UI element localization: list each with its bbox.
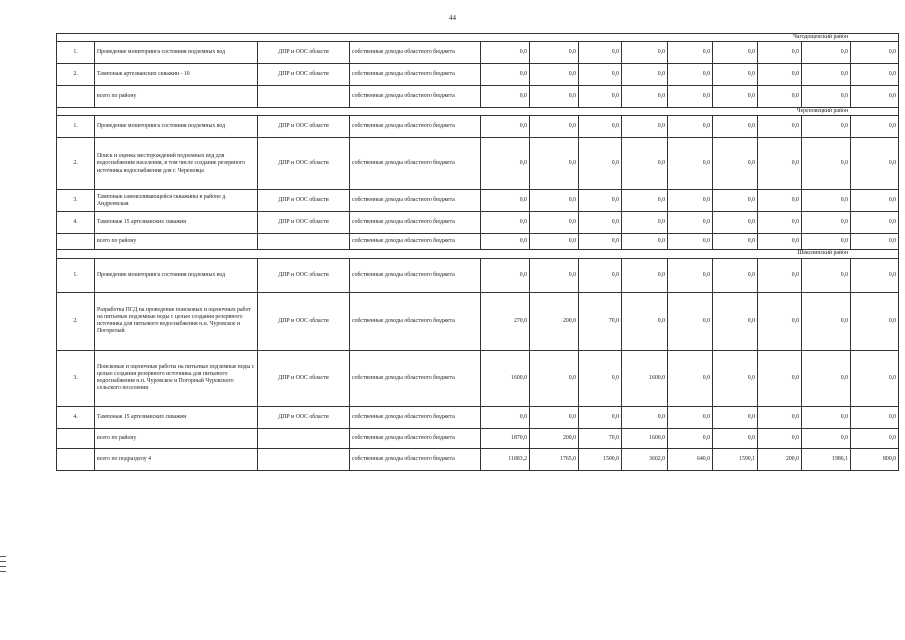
value-cell: 0,0 [713,42,758,64]
value-cell: 0,0 [481,42,530,64]
responsible-org: ДПР и ООС области [258,292,350,350]
budget-table [56,33,899,471]
value-cell: 0,0 [579,212,622,234]
value-cell: 0,0 [481,190,530,212]
value-cell: 1986,1 [802,448,851,470]
value-cell: 1870,0 [481,428,530,448]
value-cell: 0,0 [530,64,579,86]
value-cell: 0,0 [668,212,713,234]
value-cell: 0,0 [851,138,899,190]
value-cell: 0,0 [579,190,622,212]
district-name: Чагодощенский район [57,34,899,42]
value-cell: 0,0 [758,258,802,292]
funding-source: собственные доходы областного бюджета [350,116,481,138]
value-cell: 0,0 [622,64,668,86]
funding-source: собственные доходы областного бюджета [350,234,481,250]
value-cell: 0,0 [481,258,530,292]
value-cell: 0,0 [530,406,579,428]
value-cell: 0,0 [668,86,713,108]
value-cell: 0,0 [713,428,758,448]
value-cell: 0,0 [481,138,530,190]
value-cell: 200,0 [530,292,579,350]
value-cell: 0,0 [758,86,802,108]
value-cell: 0,0 [758,212,802,234]
value-cell: 0,0 [802,86,851,108]
table-row [57,42,899,64]
value-cell: 1765,0 [530,448,579,470]
value-cell: 0,0 [802,212,851,234]
value-cell: 0,0 [802,138,851,190]
value-cell: 0,0 [851,350,899,406]
activity-name: Тампонаж 15 артезианских скважин [95,212,258,234]
value-cell: 0,0 [713,86,758,108]
value-cell: 0,0 [802,190,851,212]
value-cell: 0,0 [713,138,758,190]
value-cell: 0,0 [530,86,579,108]
value-cell: 0,0 [802,234,851,250]
value-cell: 0,0 [622,292,668,350]
value-cell: 640,0 [668,448,713,470]
responsible-org: ДПР и ООС области [258,212,350,234]
district-header-row [57,250,899,258]
value-cell: 0,0 [713,234,758,250]
table-row [57,64,899,86]
value-cell: 0,0 [579,86,622,108]
funding-source: собственные доходы областного бюджета [350,292,481,350]
row-number: 2. [57,292,95,350]
value-cell: 0,0 [668,292,713,350]
value-cell: 0,0 [579,42,622,64]
value-cell: 0,0 [851,190,899,212]
responsible-org: ДПР и ООС области [258,116,350,138]
district-header-row [57,34,899,42]
funding-source: собственные доходы областного бюджета [350,64,481,86]
activity-name: Тампонаж 15 артезианских скважин [95,406,258,428]
table-row [57,116,899,138]
value-cell: 0,0 [579,116,622,138]
value-cell: 0,0 [622,42,668,64]
funding-source: собственные доходы областного бюджета [350,42,481,64]
value-cell: 0,0 [758,234,802,250]
activity-name: Проведение мониторинга состояния подземных вод [95,116,258,138]
value-cell: 0,0 [758,350,802,406]
value-cell: 0,0 [851,258,899,292]
value-cell: 0,0 [713,190,758,212]
district-name: Шекснинский район [57,250,899,258]
funding-source: собственные доходы областного бюджета [350,428,481,448]
value-cell: 0,0 [802,428,851,448]
value-cell: 0,0 [851,406,899,428]
value-cell: 0,0 [622,234,668,250]
value-cell: 0,0 [851,116,899,138]
scan-edge-marks [0,556,8,576]
value-cell: 0,0 [530,42,579,64]
value-cell: 0,0 [668,42,713,64]
value-cell: 1600,0 [622,350,668,406]
value-cell: 0,0 [713,406,758,428]
value-cell: 0,0 [758,64,802,86]
activity-name: всего по району [95,234,258,250]
activity-name: всего по району [95,428,258,448]
value-cell: 0,0 [579,258,622,292]
responsible-org [258,448,350,470]
value-cell: 270,0 [481,292,530,350]
value-cell: 0,0 [622,190,668,212]
value-cell: 0,0 [481,116,530,138]
value-cell: 0,0 [851,292,899,350]
funding-source: собственные доходы областного бюджета [350,406,481,428]
table-row [57,406,899,428]
value-cell: 0,0 [713,350,758,406]
value-cell: 70,0 [579,292,622,350]
value-cell: 0,0 [758,292,802,350]
row-number: 4. [57,406,95,428]
row-number: 1. [57,258,95,292]
activity-name: всего по району [95,86,258,108]
value-cell: 0,0 [802,42,851,64]
value-cell: 0,0 [668,428,713,448]
value-cell: 0,0 [713,292,758,350]
value-cell: 0,0 [802,350,851,406]
responsible-org: ДПР и ООС области [258,190,350,212]
value-cell: 0,0 [668,190,713,212]
value-cell: 0,0 [802,116,851,138]
value-cell: 70,0 [579,428,622,448]
responsible-org [258,428,350,448]
funding-source: собственные доходы областного бюджета [350,258,481,292]
value-cell: 0,0 [802,258,851,292]
district-total-row [57,86,899,108]
value-cell: 0,0 [481,234,530,250]
value-cell: 0,0 [579,138,622,190]
row-number: 3. [57,190,95,212]
activity-name: Поиск и оценка месторождений подземных вод для водоснабжения населения, в том числе создание резервного источника водоснабжения для г. Череповца [95,138,258,190]
value-cell: 0,0 [802,64,851,86]
table-row [57,350,899,406]
value-cell: 0,0 [668,138,713,190]
value-cell: 0,0 [758,138,802,190]
value-cell: 0,0 [579,350,622,406]
district-header-row [57,108,899,116]
table-row [57,212,899,234]
value-cell: 1590,1 [713,448,758,470]
value-cell: 0,0 [622,212,668,234]
value-cell: 0,0 [851,234,899,250]
value-cell: 0,0 [758,116,802,138]
value-cell: 0,0 [851,86,899,108]
row-number: 3. [57,350,95,406]
activity-name: Разработка ПСД на проведение поисковых и оценочных работ на питьевые подземные воды с целью создания резервного источника для питьевого водоснабжения н.п. Чуровское и Погорелый [95,292,258,350]
value-cell: 0,0 [481,212,530,234]
funding-source: собственные доходы областного бюджета [350,212,481,234]
row-number [57,428,95,448]
value-cell: 0,0 [481,406,530,428]
table-row [57,292,899,350]
row-number [57,448,95,470]
responsible-org: ДПР и ООС области [258,350,350,406]
value-cell: 0,0 [758,42,802,64]
table-row [57,258,899,292]
value-cell: 0,0 [668,234,713,250]
value-cell: 200,0 [758,448,802,470]
value-cell: 0,0 [758,428,802,448]
responsible-org: ДПР и ООС области [258,42,350,64]
row-number: 2. [57,138,95,190]
value-cell: 0,0 [481,64,530,86]
value-cell: 0,0 [668,258,713,292]
district-total-row [57,428,899,448]
row-number: 1. [57,116,95,138]
funding-source: собственные доходы областного бюджета [350,350,481,406]
value-cell: 0,0 [713,116,758,138]
value-cell: 0,0 [530,258,579,292]
activity-name: Проведение мониторинга состояния подземных вод [95,258,258,292]
value-cell: 0,0 [758,406,802,428]
responsible-org [258,86,350,108]
value-cell: 1600,0 [481,350,530,406]
value-cell: 11883,2 [481,448,530,470]
value-cell: 0,0 [622,258,668,292]
value-cell: 0,0 [668,116,713,138]
activity-name: Тампонаж самоизливающейся скважины в районе д. Андреевская [95,190,258,212]
subsection-total-label: всего по подразделу 4 [95,448,258,470]
value-cell: 0,0 [622,86,668,108]
district-name: Череповецкий район [57,108,899,116]
funding-source: собственные доходы областного бюджета [350,138,481,190]
value-cell: 0,0 [851,42,899,64]
value-cell: 0,0 [851,428,899,448]
activity-name: Поисковые и оценочные работы на питьевые подземные воды с целью создания резервного источника для питьевого водоснабжения н.п. Чуровское и Погорный Чуровского сельского поселения [95,350,258,406]
row-number [57,234,95,250]
table-row [57,138,899,190]
value-cell: 0,0 [713,258,758,292]
value-cell: 0,0 [579,406,622,428]
value-cell: 0,0 [530,212,579,234]
district-total-row [57,234,899,250]
value-cell: 0,0 [622,116,668,138]
funding-source: собственные доходы областного бюджета [350,86,481,108]
row-number: 1. [57,42,95,64]
row-number: 4. [57,212,95,234]
funding-source: собственные доходы областного бюджета [350,448,481,470]
table-body [57,34,899,471]
value-cell: 0,0 [802,292,851,350]
value-cell: 1600,0 [622,428,668,448]
value-cell: 0,0 [530,350,579,406]
row-number [57,86,95,108]
value-cell: 0,0 [579,64,622,86]
value-cell: 0,0 [851,64,899,86]
activity-name: Тампонаж артезианских скважин - 10 [95,64,258,86]
subsection-total-row [57,448,899,470]
responsible-org: ДПР и ООС области [258,64,350,86]
value-cell: 0,0 [802,406,851,428]
value-cell: 200,0 [530,428,579,448]
table-row [57,190,899,212]
value-cell: 0,0 [668,350,713,406]
value-cell: 3602,0 [622,448,668,470]
value-cell: 0,0 [668,64,713,86]
activity-name: Проведение мониторинга состояния подземных вод [95,42,258,64]
page-number: 44 [449,14,456,22]
value-cell: 0,0 [713,212,758,234]
value-cell: 0,0 [758,190,802,212]
responsible-org [258,234,350,250]
value-cell: 800,0 [851,448,899,470]
funding-source: собственные доходы областного бюджета [350,190,481,212]
value-cell: 0,0 [713,64,758,86]
value-cell: 0,0 [481,86,530,108]
value-cell: 0,0 [622,406,668,428]
value-cell: 0,0 [530,190,579,212]
responsible-org: ДПР и ООС области [258,406,350,428]
value-cell: 0,0 [530,138,579,190]
value-cell: 0,0 [530,234,579,250]
value-cell: 0,0 [851,212,899,234]
row-number: 2. [57,64,95,86]
value-cell: 0,0 [530,116,579,138]
responsible-org: ДПР и ООС области [258,138,350,190]
value-cell: 1500,0 [579,448,622,470]
value-cell: 0,0 [668,406,713,428]
value-cell: 0,0 [622,138,668,190]
value-cell: 0,0 [579,234,622,250]
responsible-org: ДПР и ООС области [258,258,350,292]
